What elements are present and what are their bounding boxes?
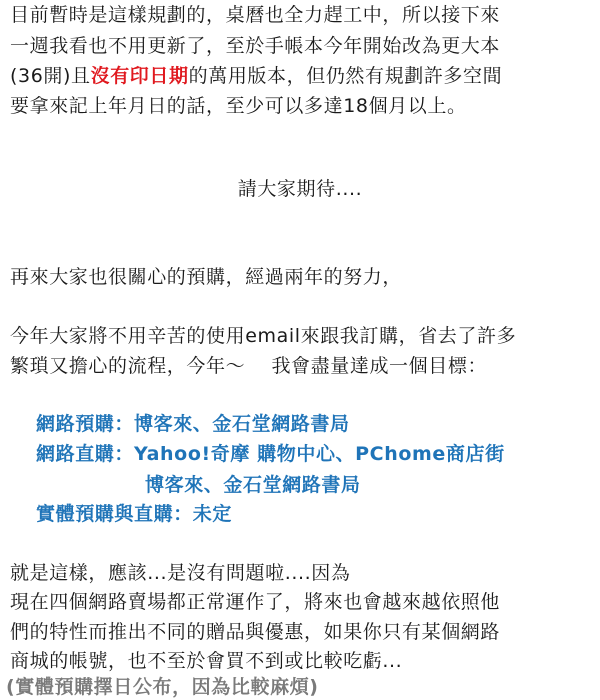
paragraph-2-line-1: 再來大家也很關心的預購，經過兩年的努力， [10,266,403,288]
no-date-highlight: 沒有印日期 [90,65,189,87]
online-direct-info-cont: 博客來、金石堂網路書局 [145,474,361,496]
physical-note: (實體預購擇日公布，因為比較麻煩) [6,676,319,698]
online-preorder-info: 網路預購：博客來、金石堂網路書局 [36,413,350,435]
online-direct-info: 網路直購：Yahoo!奇摩 購物中心、PChome商店街 [36,443,505,465]
paragraph-4-line-2: 現在四個網路賣場都正常運作了，將來也會越來越依照他 [10,591,501,613]
paragraph-3-line-2: 繁瑣又擔心的流程，今年～ 我會盡量達成一個目標： [10,355,488,377]
paragraph-4-line-3: 們的特性而推出不同的贈品與優惠，如果你只有某個網路 [10,621,501,643]
paragraph-4-line-4: 商城的帳號，也不至於會買不到或比較吃虧... [10,650,403,672]
paragraph-1-line-3-end: 的萬用版本，但仍然有規劃許多空間 [188,65,503,87]
paragraph-1-line-2: 一週我看也不用更新了，至於手帳本今年開始改為更大本 [10,35,501,57]
paragraph-1-line-4: 要拿來記上年月日的話，至少可以多達18個月以上。 [10,95,467,117]
physical-purchase-info: 實體預購與直購：未定 [36,503,233,525]
paragraph-1-line-1: 目前暫時是這樣規劃的，桌曆也全力趕工中，所以接下來 [10,4,501,26]
paragraph-1-line-3 [10,63,502,89]
teaser-text: 請大家期待.... [237,178,363,200]
paragraph-4-line-1: 就是這樣，應該...是沒有問題啦....因為 [10,562,351,584]
paragraph-3-line-1: 今年大家將不用辛苦的使用email來跟我訂購，省去了許多 [10,325,517,347]
paragraph-1-line-3-start: (36開)且 [10,65,91,87]
